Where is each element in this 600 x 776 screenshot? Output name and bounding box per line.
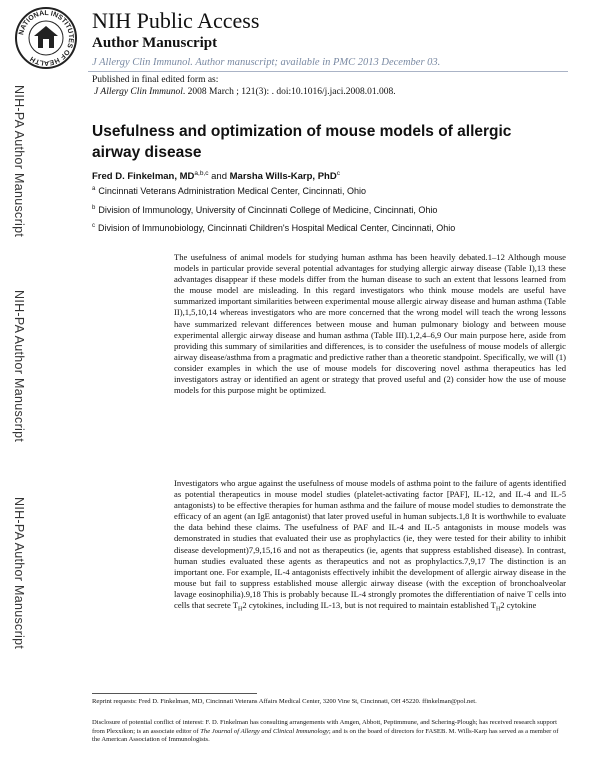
- header-subtitle: Author Manuscript: [92, 35, 218, 51]
- sidebar-label-3: NIH-PA Author Manuscript: [12, 497, 26, 650]
- disclosure-journal: The Journal of Allergy and Clinical Immunology: [200, 727, 329, 735]
- affiliation-a-text: Cincinnati Veterans Administration Medical Center, Cincinnati, Ohio: [98, 186, 366, 196]
- author-list: [92, 170, 340, 182]
- sidebar-label-1: NIH-PA Author Manuscript: [12, 85, 26, 238]
- affiliation-a: [92, 186, 366, 196]
- article-title: Usefulness and optimization of mouse models of allergic airway disease: [92, 123, 512, 161]
- header-divider: [88, 71, 568, 72]
- affiliation-b-text: Division of Immunology, University of Cincinnati College of Medicine, Cincinnati, Ohio: [98, 205, 438, 215]
- header-journal-line: J Allergy Clin Immunol. Author manuscript; available in PMC 2013 December 03.: [92, 57, 441, 68]
- paragraph-2-text-mid: cytokines, including IL-13, but is not required to maintain established T: [246, 600, 496, 611]
- affiliation-a-key: a: [92, 186, 96, 192]
- affiliation-c: [92, 223, 455, 233]
- affiliation-b-key: b: [92, 205, 96, 211]
- author-1-sup: a,b,c: [194, 170, 209, 177]
- affiliation-c-text: Division of Immunobiology, Cincinnati Children's Hospital Medical Center, Cincinnati, Ohio: [98, 223, 456, 233]
- footnote-reprint: [92, 698, 562, 707]
- sidebar-label-2: NIH-PA Author Manuscript: [12, 290, 26, 443]
- logo-ring-text: NATIONAL INSTITUTES OF HEALTH: [18, 9, 75, 67]
- footnote-disclosure: [92, 719, 562, 745]
- disclosure-text-start: Disclosure of potential conflict of interest: F. D. Finkelman has consulting arrangements with Amgen, Abbott, Peptimmune, and Schering-Plough; has received research support from Plexxikon; is an associate editor of: [92, 719, 557, 735]
- paragraph-1-text: The usefulness of animal models for studying human asthma has been heavily debated.1–12 Although mouse models in particular provide several potential advantages for studying allergic airway disease (Table I),13 these advantages disappear if these models differ from the human disease to such an extent that lessons learned from the mouse model are misleading. In this regard investigators who think mouse models are useful have summarized important similarities between experimental mouse allergic airway disease and human asthma (Table II),1,5,10,14 whereas investigators who are more concerned that the wrong model will teach the wrong lessons have summarized relevant differences between mouse and human pulmonary biology and between mouse experimental allergic airway disease and human asthma (Table III).1,2,4–6,9 Our main purpose here, aside from providing this summary of similarities and differences, is to consider the usefulness of mouse models of allergic airway disease/asthma from a pragmatic and predictive rather than a theoretic standpoint. Specifically, we will (1) consider examples in which the use of mouse models for discovering novel asthma therapeutics has led investigators astray or identified an agent or strategy that proved useful and (2) consider how the use of mouse models for this purpose might be optimized.: [174, 252, 566, 396]
- paragraph-2-sub-1: H: [238, 606, 243, 613]
- footnote-reprint-text: Reprint requests: Fred D. Finkelman, MD, Cincinnati Veterans Affairs Medical Center, 3200 Vine St, Cincinnati, OH 45220. ffinkelman@pol.net.: [92, 698, 477, 705]
- publication-info: [92, 74, 396, 98]
- header-title: NIH Public Access: [92, 8, 260, 33]
- paragraph-2-text: Investigators who argue against the usefulness of mouse models of asthma point to the failure of agents identified as potential therapeutics in mouse model studies (platelet-activating factor [PAF], IL-12, and IL-4 and IL-5 antagonists) to be effective therapies for human asthma and the failure of mouse model studies to demonstrate the efficacy of an agent (an IgE antagonist) that later proved useful in human subjects.1,8 It is worthwhile to evaluate the data behind these claims. The usefulness of PAF and IL-4 and IL-5 antagonists in mouse models was demonstrated in studies that evaluated their use as prophylactics (ie, they were tested for their ability to inhibit disease development)7,9,15,16 and not as therapeutics (ie, agents that suppress established disease). In contrast, human studies evaluated these agents as therapeutics and not as prophylactics.7,9,17 The distinction is an important one. For example, IL-4 antagonists effectively inhibit the development of allergic airway disease in the mouse but fail to suppress established mouse allergic airway disease (with the exception of bronchoalveolar lavage eosinophilia).9,18 This is probably because IL-4 strongly promotes the differentiation of naive T cells into cells that secrete T: [174, 478, 566, 611]
- paragraph-2-num-1: 2: [242, 600, 247, 611]
- publication-citation: . 2008 March ; 121(3): . doi:10.1016/j.jaci.2008.01.008.: [182, 87, 396, 97]
- body-paragraph-1: [174, 252, 566, 396]
- sidebar-watermark: [12, 85, 30, 650]
- footnote-divider: [92, 693, 257, 694]
- nih-seal-logo: [14, 6, 78, 70]
- paragraph-2-sub-2: H: [495, 606, 501, 613]
- affiliation-c-key: c: [92, 223, 95, 229]
- published-label: Published in final edited form as:: [92, 75, 219, 85]
- author-and: and: [208, 171, 230, 183]
- paragraph-2-num-2: 2: [500, 600, 505, 611]
- affiliation-b: [92, 205, 437, 215]
- publication-journal: J Allergy Clin Immunol: [94, 87, 183, 97]
- author-1-name: Fred D. Finkelman, MD: [92, 171, 195, 183]
- disclosure-text-end: ; and is on the board of directors for FASEB. M. Wills-Karp has served as a member of the American Association of Immunologists.: [92, 727, 559, 743]
- paragraph-2-text-end: cytokine: [504, 600, 537, 611]
- body-paragraph-2: [174, 478, 566, 616]
- author-2-name: Marsha Wills-Karp, PhD: [229, 171, 337, 183]
- author-2-sup: c: [336, 170, 340, 177]
